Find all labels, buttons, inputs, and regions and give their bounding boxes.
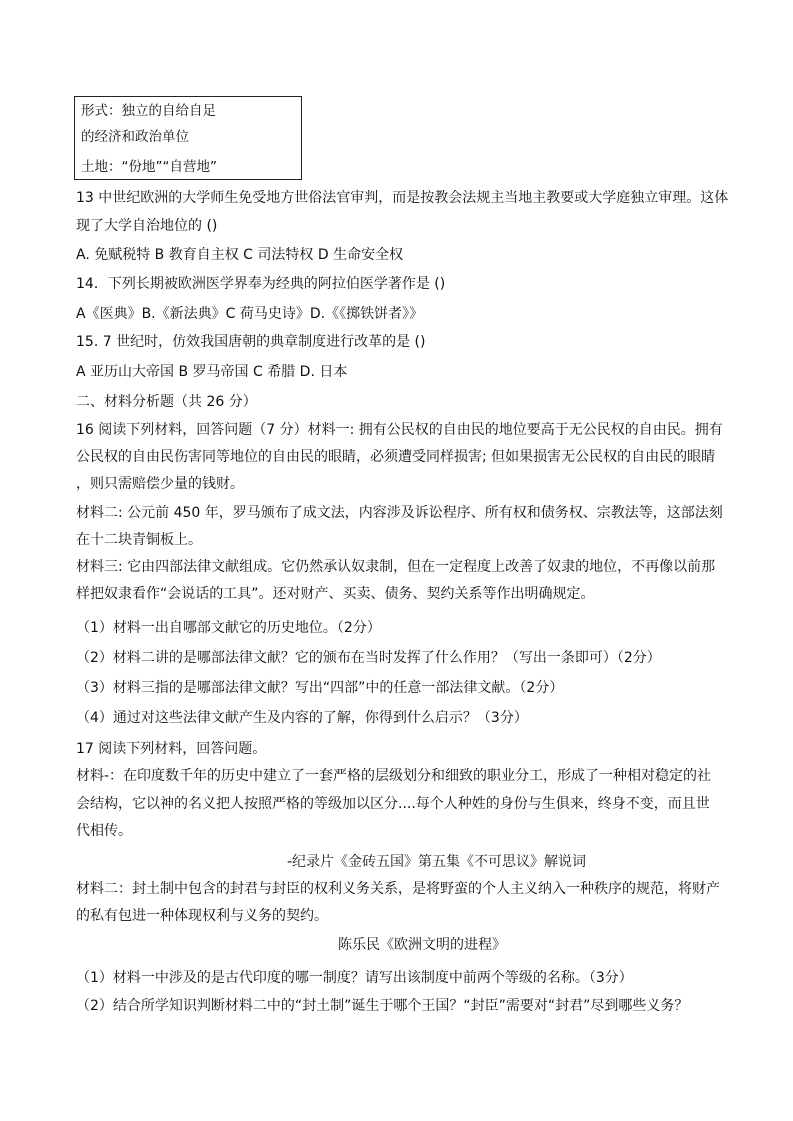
q16-subquestion-1: （1）材料一出自哪部文献它的历史地位。（2分）: [76, 620, 381, 636]
q16-material2-line1: 材料二: 公元前 450 年，罗马颁布了成文法，内容涉及诉讼程序、所有权和债务权、宗教法等，这部法刻: [76, 505, 723, 521]
box-line-form-cont: 的经济和政治单位: [81, 129, 189, 145]
q16-line2: 公民权的自由民伤害同等地位的自由民的眼睛，必须遭受同样损害; 但如果损害无公民权的自由民的眼睛: [76, 449, 716, 465]
box-line-land: 土地：“份地”“自营地”: [81, 159, 217, 175]
q17-subquestion-1: （1）材料一中涉及的是古代印度的哪一制度？请写出该制度中前两个等级的名称。（3分）: [76, 970, 633, 986]
q17-material1-line2: 会结构，它以神的名义把人按照严格的等级加以区分....每个人种姓的身份与生俱来，终身不变，而且世: [76, 796, 710, 812]
q17-source1: -纪录片《金砖五国》第五集《不可思议》解说词: [287, 854, 587, 870]
q13-stem-line1: 13 中世纪欧洲的大学师生免受地方世俗法官审判，而是按教会法规主当地主教要或大学庭独立审理。这体: [76, 190, 729, 206]
q13-options: A. 免赋税特 B 教育自主权 C 司法特权 D 生命安全权: [76, 247, 404, 263]
q16-subquestion-4: （4）通过对这些法律文献产生及内容的了解，你得到什么启示？（3分）: [76, 710, 528, 726]
box-line-form: 形式：独立的自给自足: [81, 103, 216, 119]
q14-stem: 14．下列长期被欧洲医学界奉为经典的阿拉伯医学著作是 (): [76, 276, 446, 292]
table-fragment-box: [74, 96, 302, 180]
q14-options: A《医典》B.《新法典》C 荷马史诗》D.《《掷铁饼者》》: [76, 306, 424, 322]
section2-title: 二、材料分析题（共 26 分）: [76, 394, 257, 410]
q16-line3: ，则只需赔偿少量的钱财。: [76, 476, 244, 492]
q15-stem: 15. 7 世纪时，仿效我国唐朝的典章制度进行改革的是 (): [76, 334, 426, 350]
q16-subquestion-2: （2）材料二讲的是哪部法律文献？它的颁布在当时发挥了什么作用？（写出一条即可）（2分）: [76, 650, 661, 666]
q17-material2-line2: 的私有包进一种体现权利与义务的契约。: [76, 908, 328, 924]
q13-stem-line2: 现了大学自治地位的 (): [76, 218, 218, 234]
q17-material2-line1: 材料二：封土制中包含的封君与封臣的权利义务关系，是将野蛮的个人主义纳入一种秩序的规范，将财产: [76, 881, 720, 897]
q15-options: A 亚历山大帝国 B 罗马帝国 C 希腊 D. 日本: [76, 364, 348, 380]
q16-material2-line2: 在十二块青铜板上。: [76, 532, 202, 548]
q17-stem: 17 阅读下列材料，回答问题。: [76, 741, 267, 757]
q16-material3-line2: 样把奴隶看作“会说话的工具”。还对财产、买卖、债务、契约关系等作出明确规定。: [76, 586, 595, 602]
q17-material1-line3: 代相传。: [76, 823, 132, 839]
q17-material1-line1: 材料-：在印度数千年的历史中建立了一套严格的层级划分和细致的职业分工，形成了一种相对稳定的社: [76, 768, 712, 784]
q16-material3-line1: 材料三: 它由四部法律文献组成。它仍然承认奴隶制，但在一定程度上改善了奴隶的地位，不再像以前那: [76, 559, 716, 575]
q17-subquestion-2: （2）结合所学知识判断材料二中的“封土制”诞生于哪个王国？“封臣”需要对“封君”尽到哪些义务？: [76, 998, 689, 1014]
q17-source2: 陈乐民《欧洲文明的进程》: [338, 937, 506, 953]
q16-line1: 16 阅读下列材料，回答问题（7 分）材料一: 拥有公民权的自由民的地位要高于无公民权的自由民。拥有: [76, 422, 723, 438]
q16-subquestion-3: （3）材料三指的是哪部法律文献？写出“四部”中的任意一部法律文献。（2分）: [76, 680, 564, 696]
